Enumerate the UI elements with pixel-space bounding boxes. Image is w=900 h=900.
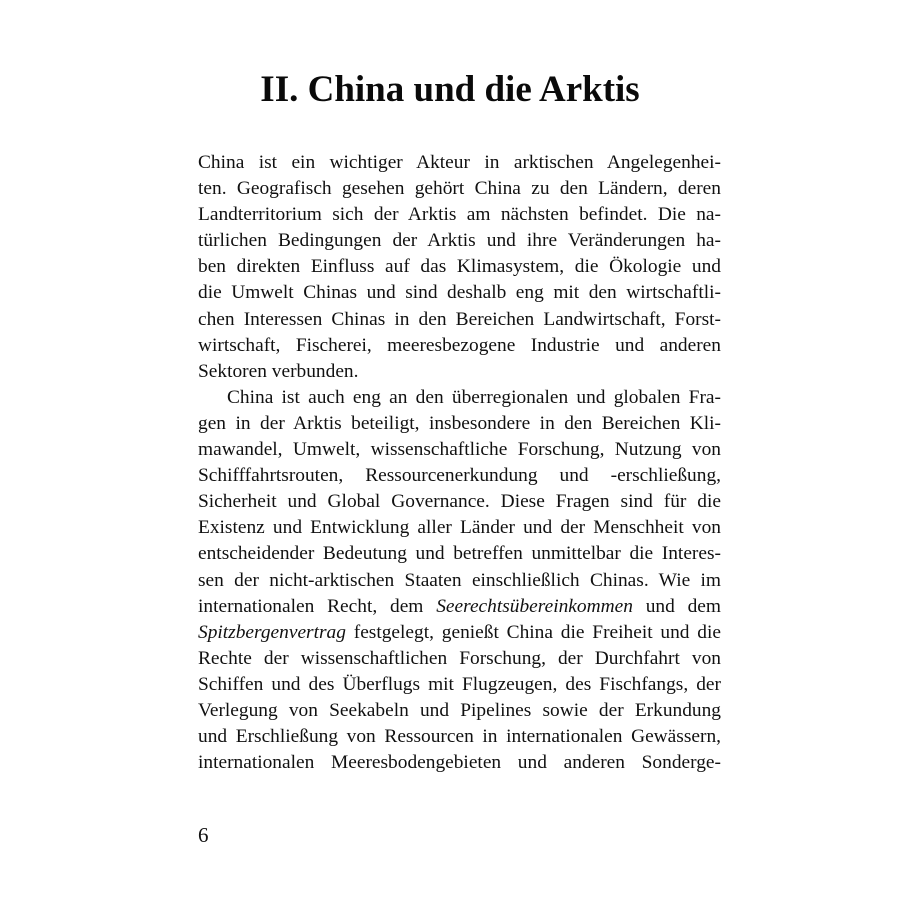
text-line: und Erschließung von Ressourcen in internationalen Gewässern, [198,726,721,748]
text-line: mawandel, Umwelt, wissenschaftliche Forschung, Nutzung von [198,439,721,461]
body-text [198,150,721,776]
text-line [198,594,721,620]
text-line: gen in der Arktis beteiligt, insbesondere in den Bereichen Kli- [198,412,721,434]
paragraph-1 [198,150,721,385]
text-segment: internationalen Recht, dem [198,595,437,617]
text-line: Existenz und Entwicklung aller Länder und der Menschheit von [198,517,721,539]
paragraph-2 [198,385,721,776]
text-line: wirtschaft, Fischerei, meeresbezogene Industrie und anderen [198,334,721,356]
page-number: 6 [198,823,209,847]
text-line: internationalen Meeresbodengebieten und anderen Sonderge- [198,752,721,774]
text-segment: festgelegt, genießt China die Freiheit und die [345,621,721,643]
italic-title: Spitzbergenvertrag [198,621,346,643]
italic-title: Seerechtsübereinkommen [436,595,633,617]
chapter-heading: II. China und die Arktis [260,69,640,110]
text-line: die Umwelt Chinas und sind deshalb eng mit den wirtschaftli- [198,282,721,304]
text-line: sen der nicht-arktischen Staaten einschließlich Chinas. Wie im [198,569,721,591]
text-line [198,620,721,646]
text-line: ten. Geografisch gesehen gehört China zu den Ländern, deren [198,178,721,200]
text-line: ben direkten Einfluss auf das Klimasystem, die Ökologie und [198,256,721,278]
text-line: China ist ein wichtiger Akteur in arktischen Angelegenhei- [198,152,721,173]
text-line: Schifffahrtsrouten, Ressourcenerkundung und -erschließung, [198,465,721,487]
text-line: Sicherheit und Global Governance. Diese Fragen sind für die [198,491,721,513]
text-line: chen Interessen Chinas in den Bereichen Landwirtschaft, Forst- [198,308,721,330]
text-line: Sektoren verbunden. [198,360,359,382]
text-line: Landterritorium sich der Arktis am nächsten befindet. Die na- [198,204,721,226]
text-line: Verlegung von Seekabeln und Pipelines sowie der Erkundung [198,699,721,721]
text-line: Rechte der wissenschaftlichen Forschung, der Durchfahrt von [198,647,721,669]
text-line: Schiffen und des Überflugs mit Flugzeugen, des Fischfangs, der [198,673,721,695]
text-line: China ist auch eng an den überregionalen und globalen Fra- [227,386,721,408]
text-segment: und dem [632,595,721,617]
text-line: türlichen Bedingungen der Arktis und ihre Veränderungen ha- [198,230,721,252]
text-line: entscheidender Bedeutung und betreffen unmittelbar die Interes- [198,543,721,565]
